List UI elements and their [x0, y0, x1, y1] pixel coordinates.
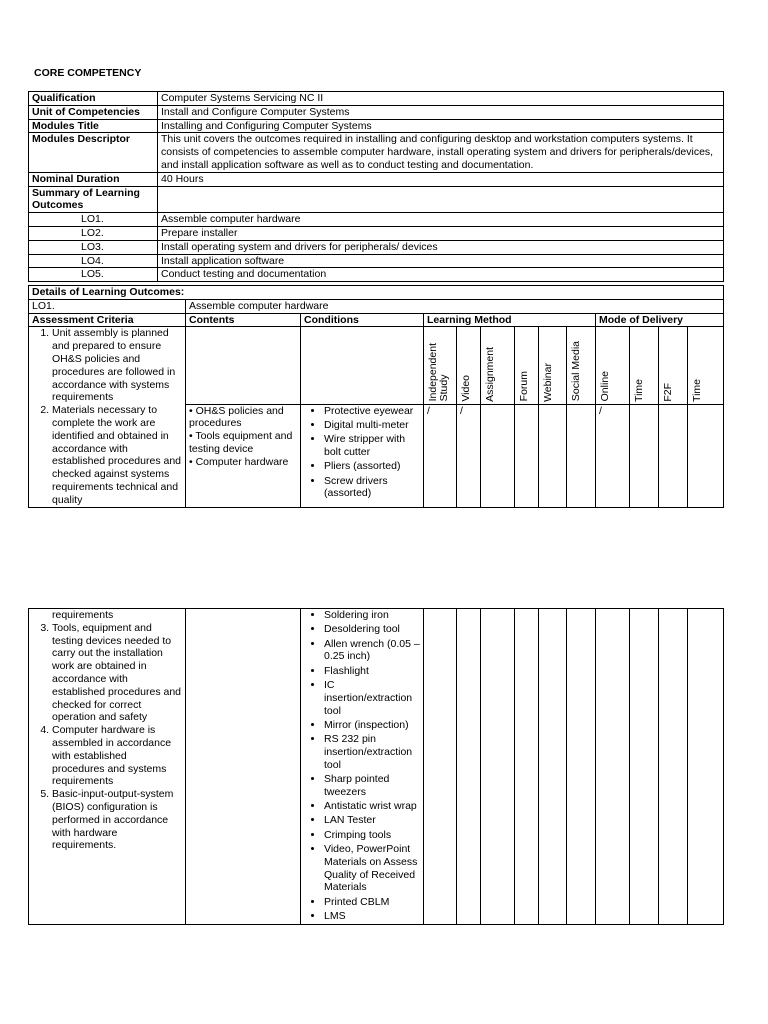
mark-webinar [539, 404, 567, 507]
content-item: • OH&S policies and procedures [189, 404, 284, 430]
header-conditions: Conditions [301, 313, 424, 327]
mark-f2f [659, 404, 688, 507]
col-f2f: F2F [659, 327, 688, 404]
table-row [29, 105, 724, 119]
condition-item: • RS 232 pin insertion/extraction tool [324, 733, 420, 771]
condition-item: • IC insertion/extraction tool [324, 679, 420, 717]
col-online: Online [596, 327, 630, 404]
empty-cell [539, 609, 567, 925]
outcome-text: Conduct testing and documentation [158, 268, 724, 282]
condition-item: • Sharp pointed tweezers [324, 773, 420, 799]
mark-online: / [596, 404, 630, 507]
outcome-text: Prepare installer [158, 226, 724, 240]
table-row [29, 240, 724, 254]
empty-cell [659, 609, 688, 925]
criteria-item: 4. Computer hardware is assembled in accordance with established procedures and systems requirements [52, 724, 182, 788]
mark-video: / [457, 404, 481, 507]
empty-cell [688, 609, 724, 925]
outcome-code: LO5. [29, 268, 158, 282]
criteria-item: 3. Tools, equipment and testing devices needed to carry out the installation work are obtained in accordance with established procedures and checked for correct operation and safety [52, 622, 182, 724]
table-row [29, 286, 724, 300]
condition-item: • Digital multi-meter [324, 419, 420, 432]
table-row [29, 213, 724, 227]
value-nominal-duration: 40 Hours [158, 172, 724, 186]
empty-cell [424, 609, 457, 925]
condition-item: • Printed CBLM [324, 896, 420, 909]
contents-cell [186, 404, 301, 507]
table-row [29, 268, 724, 282]
col-webinar: Webinar [539, 327, 567, 404]
outcome-text: Install application software [158, 254, 724, 268]
page-heading: CORE COMPETENCY [34, 67, 142, 79]
condition-item: • Mirror (inspection) [324, 719, 420, 732]
condition-item: • Video, PowerPoint Materials on Assess Quality of Received Materials [324, 843, 420, 894]
label-nominal-duration: Nominal Duration [29, 172, 158, 186]
contents-cell-continued [186, 609, 301, 925]
condition-item: • Wire stripper with bolt cutter [324, 433, 420, 459]
col-assignment: Assignment [481, 327, 515, 404]
label-unit: Unit of Competencies [29, 105, 158, 119]
value-modules-descriptor: This unit covers the outcomes required in installing and configuring desktop and workstation computers systems. It consists of competencies to assemble computer hardware, install operating system and drivers for peripherals/devices, and install application software as well as to conduct testing and documentation. [158, 133, 724, 172]
lo-code: LO1. [29, 299, 186, 313]
condition-item: • Soldering iron [324, 609, 420, 622]
empty-cell [630, 609, 659, 925]
table-row [29, 92, 724, 106]
col-social-media: Social Media [567, 327, 596, 404]
competency-summary-table [28, 91, 724, 282]
label-modules-descriptor: Modules Descriptor [29, 133, 158, 172]
lo-text: Assemble computer hardware [186, 299, 724, 313]
conditions-empty-cell [301, 327, 424, 404]
empty-cell [596, 609, 630, 925]
table-row [29, 313, 724, 327]
mark-independent-study: / [424, 404, 457, 507]
condition-item: • Flashlight [324, 665, 420, 678]
table-row [29, 609, 724, 925]
content-item: • Tools equipment and testing device [189, 430, 293, 455]
table-row [29, 119, 724, 133]
criteria-continued-text: requirements [52, 609, 114, 621]
table-row [29, 186, 724, 213]
condition-item: • LMS [324, 910, 420, 923]
col-forum: Forum [515, 327, 539, 404]
mark-social-media [567, 404, 596, 507]
details-table-continued [28, 608, 724, 925]
outcome-code: LO2. [29, 226, 158, 240]
value-unit: Install and Configure Computer Systems [158, 105, 724, 119]
empty-cell [567, 609, 596, 925]
header-mode-of-delivery: Mode of Delivery [596, 313, 724, 327]
conditions-cell [301, 404, 424, 507]
content-item: • Computer hardware [189, 455, 289, 468]
details-title: Details of Learning Outcomes: [29, 286, 724, 300]
header-assessment-criteria: Assessment Criteria [29, 313, 186, 327]
label-summary-outcomes: Summary of Learning Outcomes [29, 186, 158, 213]
assessment-criteria-cell [29, 327, 186, 507]
condition-item: • Pliers (assorted) [324, 460, 420, 473]
outcome-code: LO1. [29, 213, 158, 227]
mark-time [630, 404, 659, 507]
table-row [29, 327, 724, 404]
empty-cell [457, 609, 481, 925]
criteria-item: 2. Materials necessary to complete the work are identified and obtained in accordance with established procedures and checked against systems requirements technical and quality [52, 404, 182, 506]
header-contents: Contents [186, 313, 301, 327]
label-modules-title: Modules Title [29, 119, 158, 133]
value-qualification: Computer Systems Servicing NC II [158, 92, 724, 106]
table-row [29, 254, 724, 268]
table-row [29, 226, 724, 240]
empty-cell [515, 609, 539, 925]
label-qualification: Qualification [29, 92, 158, 106]
outcome-text: Assemble computer hardware [158, 213, 724, 227]
criteria-item: 5. Basic-input-output-system (BIOS) configuration is performed in accordance with hardware requirements. [52, 788, 182, 852]
condition-item: • LAN Tester [324, 814, 420, 827]
condition-item: • Protective eyewear [324, 405, 420, 418]
col-time: Time [630, 327, 659, 404]
contents-empty-cell [186, 327, 301, 404]
mark-assignment [481, 404, 515, 507]
col-time-2: Time [688, 327, 724, 404]
header-learning-method: Learning Method [424, 313, 596, 327]
mark-time-2 [688, 404, 724, 507]
condition-item: • Crimping tools [324, 829, 420, 842]
conditions-cell-continued [301, 609, 424, 925]
table-row [29, 172, 724, 186]
outcome-code: LO4. [29, 254, 158, 268]
value-summary-outcomes [158, 186, 724, 213]
mark-forum [515, 404, 539, 507]
value-modules-title: Installing and Configuring Computer Systems [158, 119, 724, 133]
outcome-code: LO3. [29, 240, 158, 254]
condition-item: • Allen wrench (0.05 – 0.25 inch) [324, 638, 420, 664]
empty-cell [481, 609, 515, 925]
col-video: Video [457, 327, 481, 404]
table-row [29, 133, 724, 172]
assessment-criteria-cell-continued [29, 609, 186, 925]
table-row [29, 299, 724, 313]
condition-item: • Antistatic wrist wrap [324, 800, 420, 813]
col-independent-study: Independent Study [424, 327, 457, 404]
outcome-text: Install operating system and drivers for peripherals/ devices [158, 240, 724, 254]
condition-item: • Screw drivers (assorted) [324, 475, 420, 501]
criteria-item: 1. Unit assembly is planned and prepared to ensure OH&S policies and procedures are followed in accordance with systems requirements [52, 327, 182, 404]
condition-item: • Desoldering tool [324, 623, 420, 636]
details-table [28, 285, 724, 508]
